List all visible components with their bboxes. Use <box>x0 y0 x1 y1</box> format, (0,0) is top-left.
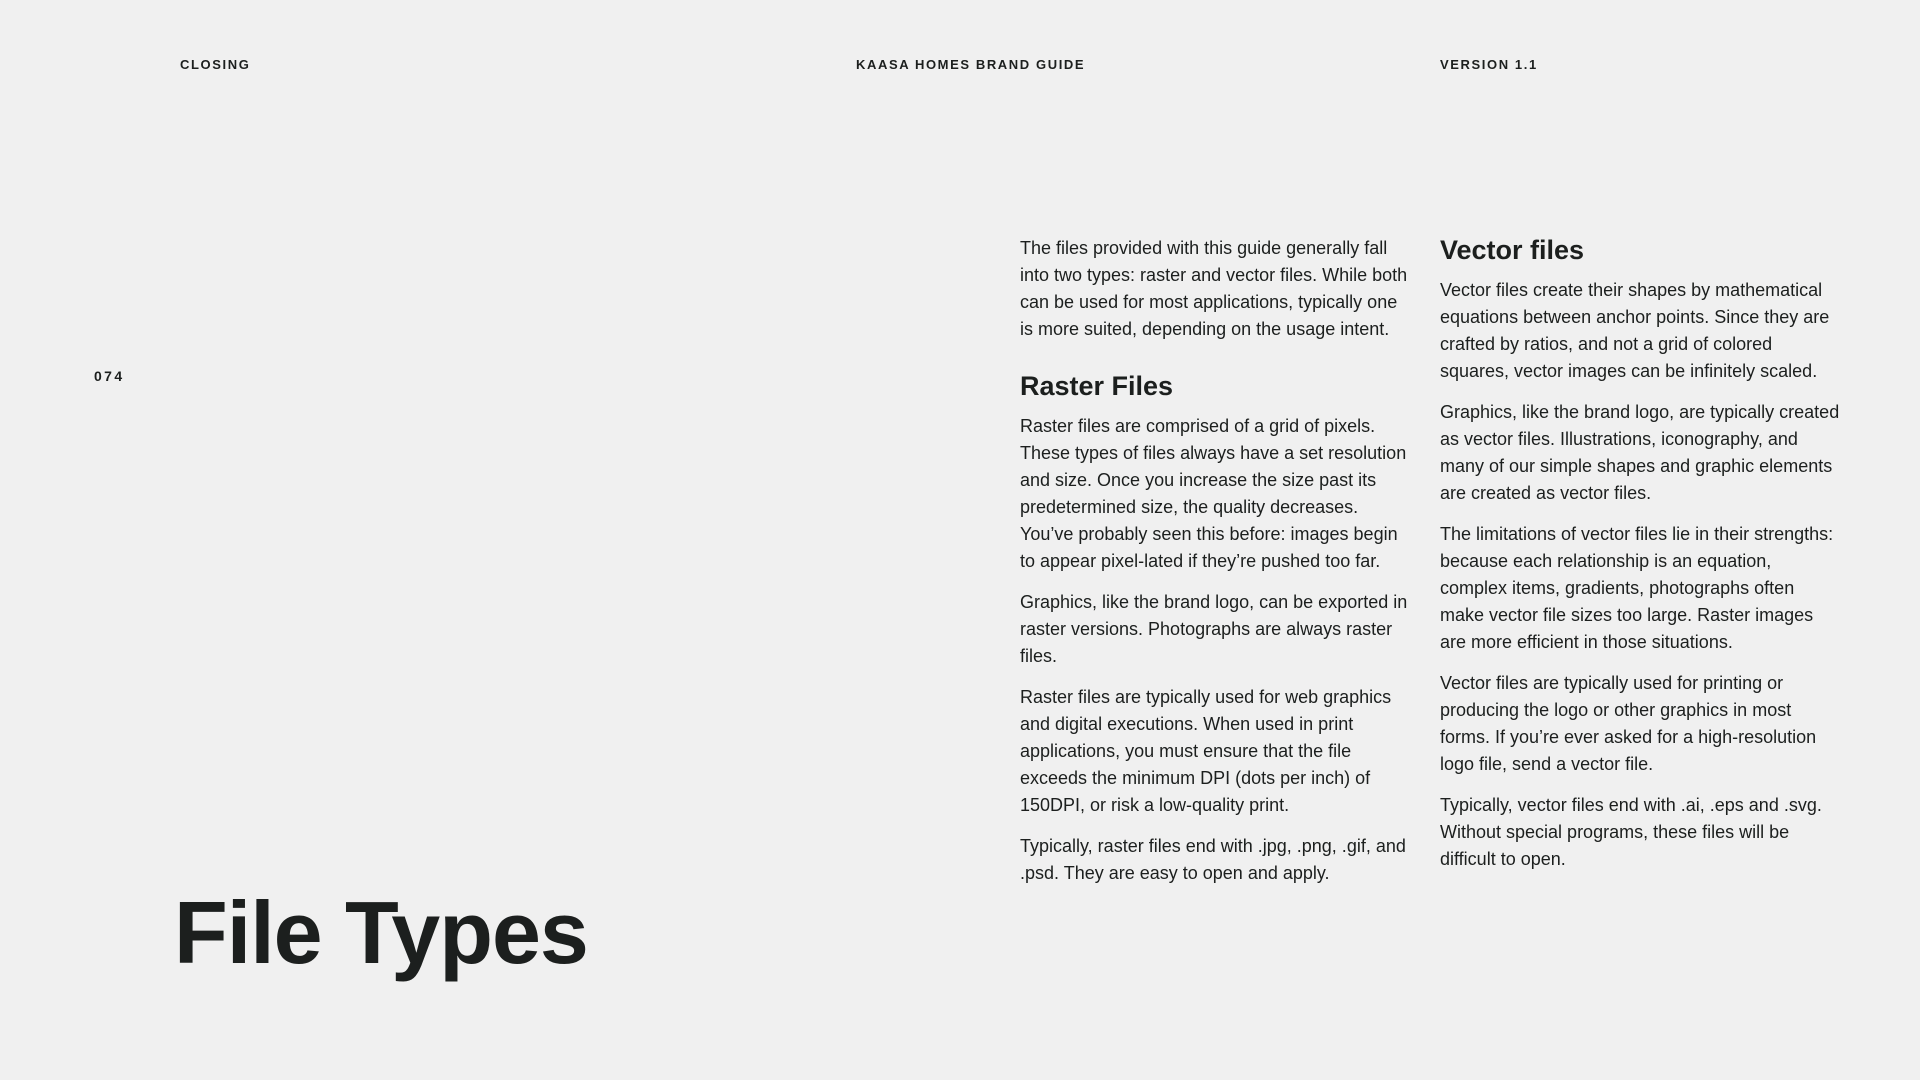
raster-files-heading: Raster Files <box>1020 371 1174 401</box>
vector-paragraph-5: Typically, vector files end with .ai, .eps and .svg. Without special programs, these files will be difficult to open. <box>1440 795 1822 869</box>
raster-paragraph-1: Raster files are comprised of a grid of pixels. These types of files always have a set resolution and size. Once you increase the size past its predetermined size, the quality decreases. You’ve probably seen this before: images begin to appear pixel-lated if they’re pushed too far. <box>1020 416 1407 571</box>
vector-paragraph-4: Vector files are typically used for printing or producing the logo or other graphics in most forms. If you’re ever asked for a high-resolution logo file, send a vector file. <box>1440 673 1817 774</box>
raster-paragraph-4: Typically, raster files end with .jpg, .png, .gif, and .psd. They are easy to open and apply. <box>1020 836 1406 883</box>
intro-paragraph: The files provided with this guide generally fall into two types: raster and vector files. While both can be used for most applications, typically one is more suited, depending on the usage intent. <box>1020 238 1408 339</box>
vector-paragraph-2: Graphics, like the brand logo, are typically created as vector files. Illustrations, iconography, and many of our simple shapes and graphic elements are created as vector files. <box>1440 402 1840 503</box>
raster-files-column <box>1020 235 1415 901</box>
raster-paragraph-2: Graphics, like the brand logo, can be exported in raster versions. Photographs are always raster files. <box>1020 592 1408 666</box>
vector-files-column <box>1440 235 1840 887</box>
vector-files-heading: Vector files <box>1440 235 1585 265</box>
page-number: 074 <box>94 368 125 384</box>
section-label: CLOSING <box>180 57 251 72</box>
vector-paragraph-3: The limitations of vector files lie in their strengths: because each relationship is an equation, complex items, gradients, photographs often make vector file sizes too large. Raster images are more efficient in those situations. <box>1440 524 1834 652</box>
raster-paragraph-3: Raster files are typically used for web graphics and digital executions. When used in print applications, you must ensure that the file exceeds the minimum DPI (dots per inch) of 150DPI, or risk a low-quality print. <box>1020 687 1392 815</box>
vector-paragraph-1: Vector files create their shapes by mathematical equations between anchor points. Since they are crafted by ratios, and not a grid of colored squares, vector images can be infinitely scaled. <box>1440 280 1830 381</box>
version-label: VERSION 1.1 <box>1440 57 1538 72</box>
document-title: KAASA HOMES BRAND GUIDE <box>856 57 1086 72</box>
page-heading: File Types <box>174 883 588 982</box>
